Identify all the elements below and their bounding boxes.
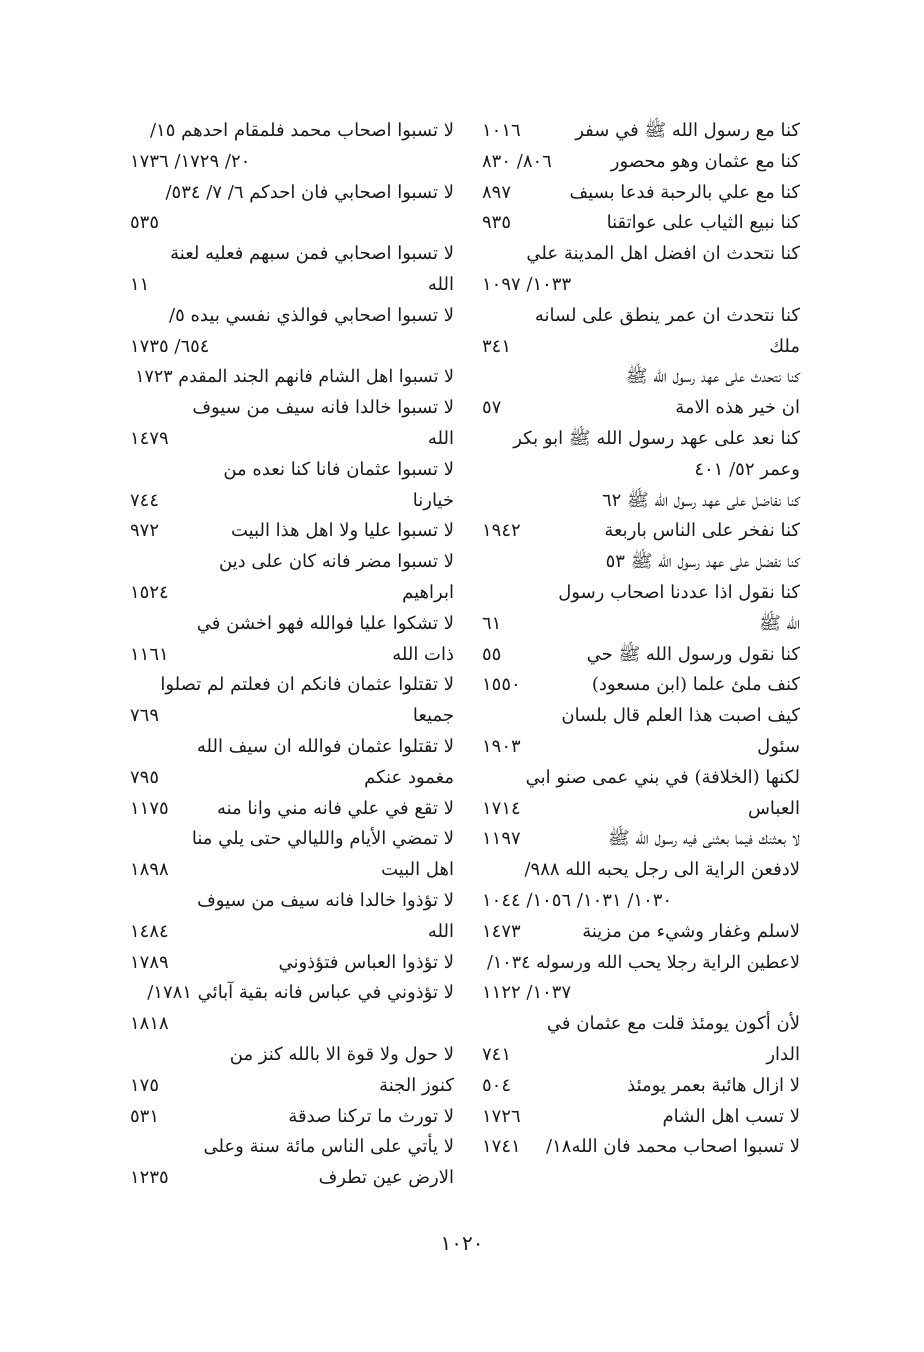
index-entry-line bbox=[482, 455, 800, 486]
index-entry-line bbox=[482, 516, 800, 547]
entry-text: كنا نفاضل على عهد رسول الله ﷺ ٦٢ bbox=[601, 489, 800, 511]
entry-text: لادفعن الراية الى رجل يحبه الله ٩٨٨/ bbox=[524, 859, 800, 881]
entry-text: لا تسبوا اصحابي فوالذي نفسي بيده ٥/ bbox=[169, 304, 454, 326]
entry-text: كنا نعد على عهد رسول الله ﷺ ابو بكر bbox=[513, 427, 800, 449]
entry-text: خيارنا bbox=[412, 489, 454, 511]
entry-text: الارض عين تطرف bbox=[318, 1167, 454, 1189]
entry-reference-number: ٥٠٤ bbox=[482, 1074, 512, 1096]
entry-reference-number: ٥٣١ bbox=[130, 1105, 160, 1127]
entry-text: لا تؤذوا خالدا فانه سيف من سيوف bbox=[197, 889, 454, 911]
entry-text: كنا نتحدث ان عمر ينطق على لسانه bbox=[534, 304, 800, 326]
index-entry-line bbox=[130, 301, 454, 332]
index-entry-line bbox=[482, 1040, 800, 1071]
index-entry-line bbox=[482, 917, 800, 948]
entry-text: وعمر ٥٢/ ٤٠١ bbox=[694, 458, 800, 480]
index-entry-line bbox=[482, 609, 800, 640]
entry-text: لا تسب اهل الشام bbox=[662, 1105, 800, 1127]
index-entry-line bbox=[482, 362, 800, 393]
entry-reference-number: ١٨١٨ bbox=[130, 1013, 169, 1035]
entry-reference-number: ١٥٢٤ bbox=[130, 581, 169, 603]
entry-text: لا تمضي الأيام والليالي حتى يلي منا bbox=[191, 828, 454, 850]
entry-text: لا تسبوا اصحاب محمد فان الله١٨/ bbox=[546, 1136, 800, 1158]
entry-reference-number: ١١٩٧ bbox=[482, 828, 521, 850]
entry-text: كنا نقول اذا عددنا اصحاب رسول bbox=[558, 581, 800, 603]
index-entry-line bbox=[130, 794, 454, 825]
entry-reference-number: ١٤٨٤ bbox=[130, 920, 169, 942]
entry-text: كنوز الجنة bbox=[379, 1074, 454, 1096]
entry-text: كنا نقول ورسول الله ﷺ حي bbox=[586, 643, 800, 665]
entry-text: كنا مع رسول الله ﷺ في سفر bbox=[575, 120, 800, 141]
entry-reference-number: ٣٤١ bbox=[482, 335, 512, 357]
entry-reference-number: ٨٠٦/ ٨٣٠ bbox=[482, 150, 552, 172]
entry-text: كنا نبيع الثياب على عواتقنا bbox=[606, 212, 800, 234]
entry-reference-number: ١٩٠٣ bbox=[482, 735, 521, 757]
index-entry-line bbox=[130, 547, 454, 578]
index-entry-line bbox=[482, 547, 800, 578]
entry-text: لا تسبوا اصحابي فان احدكم ٦/ ٧/ ٥٣٤/ bbox=[165, 181, 454, 203]
entry-reference-number: ١٤٧٩ bbox=[130, 427, 169, 449]
entry-text: الله bbox=[427, 920, 454, 942]
entry-reference-number: ١٠٣٣/ ١٠٩٧ bbox=[482, 273, 572, 295]
index-entry-line bbox=[130, 239, 454, 270]
entry-reference-number: ٧٤٤ bbox=[130, 489, 160, 511]
entry-reference-number: ١٠٣٠/ ١٠٣١/ ١٠٥٦/ ١٠٤٤ bbox=[482, 889, 673, 911]
index-entry-line bbox=[482, 147, 800, 178]
entry-text: كنف ملئ علما (ابن مسعود) bbox=[591, 674, 800, 696]
entry-text: لا تسبوا عليا ولا اهل هذا البيت bbox=[230, 520, 454, 542]
entry-text: الله bbox=[427, 427, 454, 449]
entry-text: كنا مع علي بالرحبة فدعا بسيف bbox=[569, 181, 800, 203]
entry-reference-number: ٥٧ bbox=[482, 397, 502, 419]
index-entry-line bbox=[482, 763, 800, 794]
index-entry-line bbox=[130, 640, 454, 671]
index-entry-line bbox=[130, 763, 454, 794]
entry-text: كنا مع عثمان وهو محصور bbox=[610, 150, 800, 172]
entry-reference-number: ٥٥ bbox=[482, 643, 502, 665]
index-entry-line bbox=[482, 301, 800, 332]
entry-text: العباس bbox=[747, 797, 800, 819]
entry-text: لا تؤذوا العباس فتؤذوني bbox=[278, 951, 454, 973]
entry-reference-number: ١٢٣٥ bbox=[130, 1167, 169, 1189]
index-entry-line bbox=[482, 1132, 800, 1163]
entry-text: لا بعثنك فيما بعثنى فيه رسول الله ﷺ bbox=[607, 828, 800, 850]
index-column-left bbox=[130, 116, 454, 1194]
entry-text: ذات الله bbox=[392, 643, 454, 665]
entry-reference-number: ١٨٩٨ bbox=[130, 859, 169, 881]
entry-reference-number: ٧٤١ bbox=[482, 1043, 512, 1065]
index-entry-line bbox=[130, 1040, 454, 1071]
index-entry-line bbox=[482, 824, 800, 855]
entry-text: لا تسبوا اصحابي فمن سبهم فعليه لعنة bbox=[170, 243, 454, 265]
index-entry-line bbox=[130, 1009, 454, 1040]
index-entry-line bbox=[130, 116, 454, 147]
entry-text: لا تسبوا اهل الشام فانهم الجند المقدم ١٧٢٣ bbox=[135, 367, 454, 388]
index-entry-line bbox=[130, 670, 454, 701]
index-column-right bbox=[482, 116, 800, 1163]
index-entry-line bbox=[482, 393, 800, 424]
entry-text: لأن أكون يومئذ قلت مع عثمان في bbox=[546, 1013, 800, 1035]
entry-text: لا تسبوا خالدا فانه سيف من سيوف bbox=[192, 397, 454, 419]
index-entry-line bbox=[482, 208, 800, 239]
index-entry-line bbox=[130, 486, 454, 517]
index-entry-line bbox=[130, 917, 454, 948]
index-entry-line bbox=[482, 332, 800, 363]
entry-text: لاسلم وغفار وشيء من مزينة bbox=[582, 920, 800, 942]
entry-reference-number: ٧٦٩ bbox=[130, 705, 160, 727]
index-entry-line bbox=[130, 609, 454, 640]
entry-reference-number: ١٧١٤ bbox=[482, 797, 521, 819]
entry-text: ابراهيم bbox=[402, 581, 454, 603]
entry-text: لا تقع في علي فانه مني وانا منه bbox=[216, 797, 454, 819]
index-entry-line bbox=[482, 855, 800, 886]
entry-text: لا حول ولا قوة الا بالله كنز من bbox=[229, 1043, 454, 1065]
index-entry-line bbox=[482, 701, 800, 732]
index-entry-line bbox=[482, 1102, 800, 1133]
entry-reference-number: ٨٩٧ bbox=[482, 181, 512, 203]
entry-text: مغمود عنكم bbox=[364, 766, 454, 788]
entry-text: لا تورث ما تركنا صدقة bbox=[288, 1105, 454, 1127]
entry-text: كنا نفضل على عهد رسول الله ﷺ ٥٣ bbox=[605, 551, 800, 573]
index-entry-line bbox=[130, 270, 454, 301]
entry-text: لكنها (الخلافة) في بني عمى صنو ابي bbox=[525, 766, 800, 788]
index-entry-line bbox=[130, 1071, 454, 1102]
index-entry-line bbox=[130, 1132, 454, 1163]
index-entry-line bbox=[130, 178, 454, 209]
index-entry-line bbox=[130, 732, 454, 763]
entry-text: لا تسبوا عثمان فانا كنا نعده من bbox=[223, 458, 454, 480]
entry-reference-number: ٥٣٥ bbox=[130, 212, 160, 234]
entry-text: ملك bbox=[769, 335, 800, 357]
index-entry-line bbox=[130, 1102, 454, 1133]
index-entry-line bbox=[482, 239, 800, 270]
index-entry-line bbox=[130, 455, 454, 486]
entry-text: الله ﷺ bbox=[759, 612, 800, 634]
index-entry-line bbox=[130, 393, 454, 424]
index-entry-line bbox=[130, 147, 454, 178]
index-entry-line bbox=[130, 362, 454, 393]
entry-reference-number: ١٧٥ bbox=[130, 1074, 160, 1096]
index-entry-line bbox=[482, 886, 800, 917]
index-entry-line bbox=[130, 516, 454, 547]
entry-reference-number: ٦٥٤/ ١٧٣٥ bbox=[130, 335, 210, 357]
entry-reference-number: ١٧٢٦ bbox=[482, 1105, 521, 1127]
index-entry-line bbox=[482, 794, 800, 825]
index-entry-line bbox=[482, 670, 800, 701]
entry-text: كنا نتحدث ان افضل اهل المدينة علي bbox=[526, 243, 800, 265]
index-entry-line bbox=[130, 424, 454, 455]
index-entry-line bbox=[482, 424, 800, 455]
index-entry-line bbox=[130, 824, 454, 855]
entry-text: كيف اصبت هذا العلم قال بلسان bbox=[561, 705, 800, 727]
index-entry-line bbox=[482, 486, 800, 517]
index-entry-line bbox=[482, 116, 800, 147]
index-entry-line bbox=[130, 332, 454, 363]
entry-text: لا تؤذوني في عباس فانه بقية آبائي ١٧٨١/ bbox=[147, 982, 454, 1004]
entry-reference-number: ١٧٤١ bbox=[482, 1136, 521, 1158]
entry-text: لا ازال هائبة بعمر يومئذ bbox=[627, 1074, 800, 1096]
entry-reference-number: ٢٠/ ١٧٢٩/ ١٧٣٦ bbox=[130, 150, 251, 172]
entry-text: سئول bbox=[757, 735, 800, 757]
index-entry-line bbox=[130, 208, 454, 239]
index-entry-line bbox=[482, 640, 800, 671]
index-entry-line bbox=[482, 178, 800, 209]
entry-reference-number: ١١٦١ bbox=[130, 643, 169, 665]
entry-text: لاعطين الراية رجلا يحب الله ورسوله ١٠٣٤/ bbox=[487, 952, 800, 973]
entry-text: لا تسبوا اصحاب محمد فلمقام احدهم ١٥/ bbox=[149, 120, 454, 141]
index-entry-line bbox=[482, 1071, 800, 1102]
entry-reference-number: ٩٧٢ bbox=[130, 520, 160, 542]
entry-text: ان خير هذه الامة bbox=[675, 397, 800, 419]
entry-reference-number: ١٠١٦ bbox=[482, 120, 521, 141]
entry-text: لا تسبوا مضر فانه كان على دين bbox=[218, 551, 454, 573]
index-entry-line bbox=[130, 1163, 454, 1194]
entry-reference-number: ١٤٧٣ bbox=[482, 920, 521, 942]
index-entry-line bbox=[482, 978, 800, 1009]
entry-text: لا يأتي على الناس مائة سنة وعلى bbox=[203, 1136, 454, 1158]
index-entry-line bbox=[482, 1009, 800, 1040]
entry-text: كنا نتحدث على عهد رسول الله ﷺ bbox=[625, 366, 800, 388]
entry-reference-number: ٧٩٥ bbox=[130, 766, 160, 788]
entry-text: كنا نفخر على الناس باربعة bbox=[604, 520, 800, 542]
entry-reference-number: ١٩٤٢ bbox=[482, 520, 521, 542]
page-number: ١٠٢٠ bbox=[440, 1231, 484, 1255]
index-entry-line bbox=[482, 270, 800, 301]
entry-reference-number: ١٠٣٧/ ١١٢٢ bbox=[482, 982, 572, 1004]
entry-text: الله bbox=[427, 273, 454, 295]
entry-text: جميعا bbox=[412, 705, 454, 727]
entry-reference-number: ٩٣٥ bbox=[482, 212, 512, 234]
index-entry-line bbox=[130, 978, 454, 1009]
entry-text: اهل البيت bbox=[381, 859, 454, 881]
index-entry-line bbox=[482, 732, 800, 763]
entry-text: لا تقتلوا عثمان فوالله ان سيف الله bbox=[196, 735, 454, 757]
entry-reference-number: ١١٧٥ bbox=[130, 797, 169, 819]
entry-reference-number: ١٥٥٠ bbox=[482, 674, 521, 696]
entry-reference-number: ٦١ bbox=[482, 612, 502, 634]
index-entry-line bbox=[130, 886, 454, 917]
index-entry-line bbox=[130, 578, 454, 609]
index-entry-line bbox=[482, 578, 800, 609]
entry-reference-number: ١١ bbox=[130, 273, 150, 295]
entry-reference-number: ١٧٨٩ bbox=[130, 951, 169, 973]
index-entry-line bbox=[130, 701, 454, 732]
entry-text: لا تقتلوا عثمان فانكم ان فعلتم لم تصلوا bbox=[160, 674, 454, 696]
entry-text: لا تشكوا عليا فوالله فهو اخشن في bbox=[196, 612, 454, 634]
index-entry-line bbox=[130, 948, 454, 979]
entry-text: الدار bbox=[766, 1043, 800, 1065]
index-entry-line bbox=[482, 948, 800, 979]
index-entry-line bbox=[130, 855, 454, 886]
